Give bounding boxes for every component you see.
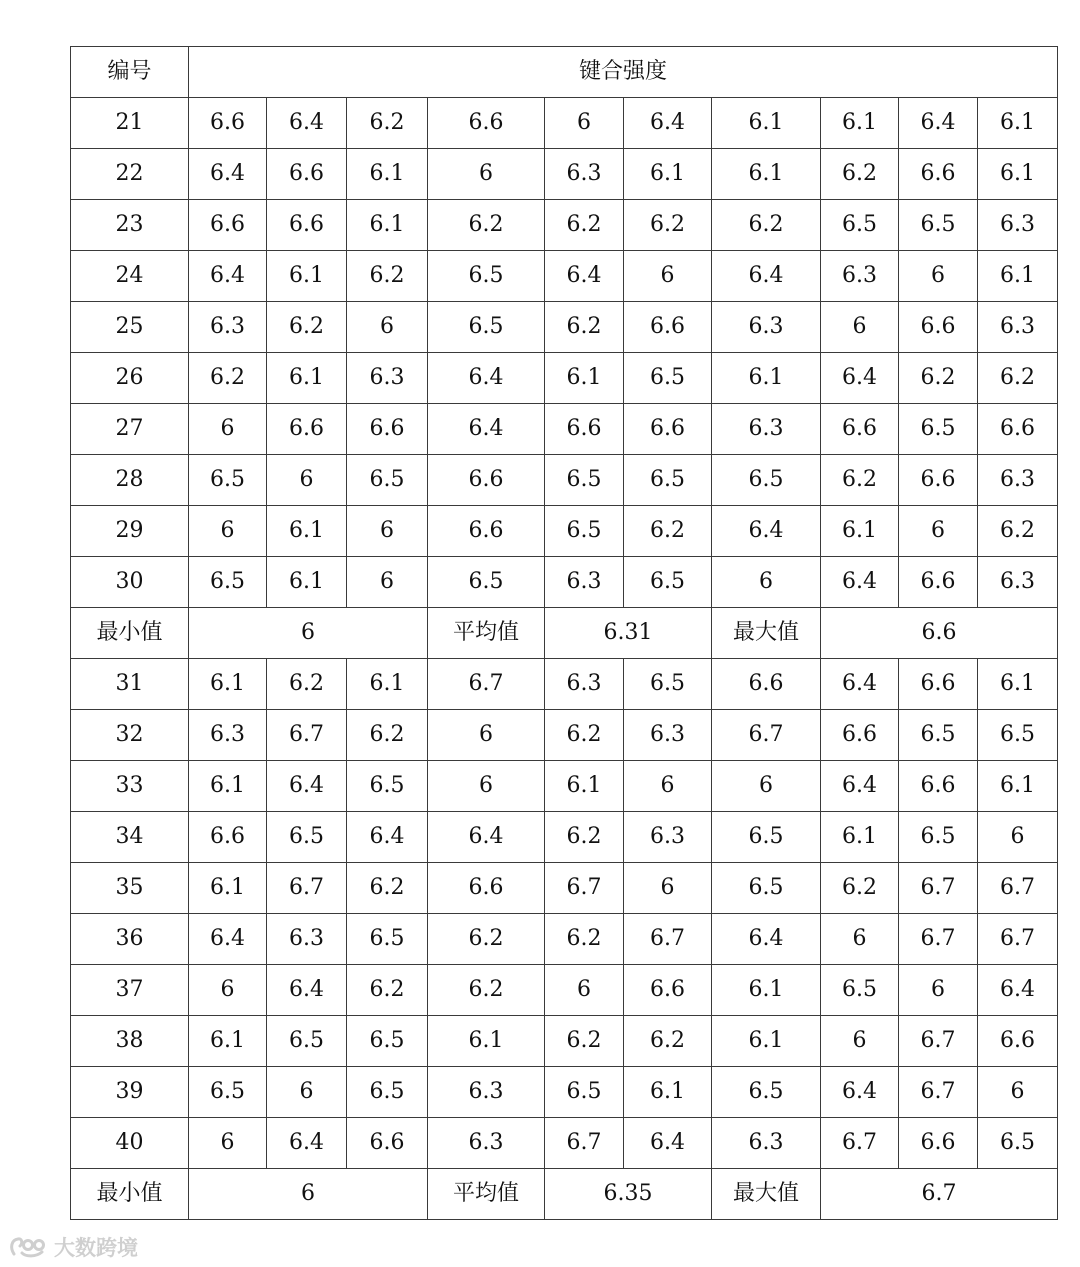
value-cell: 6.7 xyxy=(545,1118,624,1169)
row-id-cell: 37 xyxy=(71,965,189,1016)
value-cell: 6 xyxy=(545,98,624,149)
value-cell: 6.6 xyxy=(899,761,978,812)
max-label: 最大值 xyxy=(712,608,821,659)
value-cell: 6.3 xyxy=(978,302,1058,353)
min-value: 6 xyxy=(189,1169,428,1220)
value-cell: 6.1 xyxy=(978,149,1058,200)
value-cell: 6.7 xyxy=(899,914,978,965)
value-cell: 6.2 xyxy=(267,659,347,710)
value-cell: 6.5 xyxy=(347,455,428,506)
table-row xyxy=(71,1016,1058,1067)
value-cell: 6.3 xyxy=(712,1118,821,1169)
value-cell: 6.1 xyxy=(189,1016,267,1067)
value-cell: 6.6 xyxy=(624,965,712,1016)
value-cell: 6.4 xyxy=(428,353,545,404)
value-cell: 6 xyxy=(899,506,978,557)
value-cell: 6 xyxy=(978,1067,1058,1118)
max-value: 6.7 xyxy=(821,1169,1058,1220)
value-cell: 6 xyxy=(428,149,545,200)
value-cell: 6.1 xyxy=(712,965,821,1016)
value-cell: 6.7 xyxy=(978,914,1058,965)
value-cell: 6.5 xyxy=(545,455,624,506)
value-cell: 6 xyxy=(899,251,978,302)
value-cell: 6 xyxy=(189,506,267,557)
table-row xyxy=(71,1067,1058,1118)
value-cell: 6.2 xyxy=(821,863,899,914)
value-cell: 6.5 xyxy=(821,200,899,251)
table-row xyxy=(71,863,1058,914)
value-cell: 6.1 xyxy=(821,98,899,149)
value-cell: 6.7 xyxy=(545,863,624,914)
value-cell: 6.6 xyxy=(899,302,978,353)
row-id-cell: 27 xyxy=(71,404,189,455)
value-cell: 6.2 xyxy=(347,710,428,761)
table-row xyxy=(71,557,1058,608)
value-cell: 6.5 xyxy=(189,557,267,608)
value-cell: 6.4 xyxy=(712,251,821,302)
value-cell: 6.4 xyxy=(978,965,1058,1016)
row-id-cell: 35 xyxy=(71,863,189,914)
value-cell: 6.3 xyxy=(712,302,821,353)
value-cell: 6.1 xyxy=(978,761,1058,812)
value-cell: 6.3 xyxy=(978,200,1058,251)
value-cell: 6 xyxy=(821,1016,899,1067)
value-cell: 6.1 xyxy=(347,149,428,200)
value-cell: 6.6 xyxy=(428,455,545,506)
value-cell: 6.3 xyxy=(189,302,267,353)
value-cell: 6.3 xyxy=(545,557,624,608)
value-cell: 6 xyxy=(189,1118,267,1169)
value-cell: 6.5 xyxy=(978,1118,1058,1169)
value-cell: 6.6 xyxy=(347,1118,428,1169)
value-cell: 6.6 xyxy=(267,149,347,200)
max-value: 6.6 xyxy=(821,608,1058,659)
value-cell: 6.6 xyxy=(189,812,267,863)
value-cell: 6.4 xyxy=(267,965,347,1016)
value-cell: 6.5 xyxy=(899,200,978,251)
table-row xyxy=(71,812,1058,863)
value-cell: 6.3 xyxy=(347,353,428,404)
row-id-cell: 21 xyxy=(71,98,189,149)
value-cell: 6.2 xyxy=(347,98,428,149)
value-cell: 6.2 xyxy=(267,302,347,353)
bond-strength-header: 键合强度 xyxy=(189,47,1058,98)
value-cell: 6.6 xyxy=(899,455,978,506)
value-cell: 6.1 xyxy=(189,659,267,710)
value-cell: 6.2 xyxy=(624,200,712,251)
average-label: 平均值 xyxy=(428,608,545,659)
value-cell: 6 xyxy=(267,1067,347,1118)
value-cell: 6 xyxy=(712,557,821,608)
value-cell: 6.5 xyxy=(899,404,978,455)
value-cell: 6.3 xyxy=(428,1118,545,1169)
value-cell: 6.1 xyxy=(545,353,624,404)
value-cell: 6.6 xyxy=(624,404,712,455)
value-cell: 6.2 xyxy=(545,302,624,353)
value-cell: 6.6 xyxy=(545,404,624,455)
bond-strength-table xyxy=(70,46,1058,1220)
value-cell: 6.7 xyxy=(267,863,347,914)
row-id-cell: 22 xyxy=(71,149,189,200)
value-cell: 6.3 xyxy=(545,659,624,710)
value-cell: 6.4 xyxy=(821,557,899,608)
value-cell: 6.5 xyxy=(189,455,267,506)
value-cell: 6.1 xyxy=(712,98,821,149)
value-cell: 6.6 xyxy=(899,659,978,710)
watermark-text: 大数跨境 xyxy=(54,1236,138,1260)
value-cell: 6.6 xyxy=(899,149,978,200)
min-label: 最小值 xyxy=(71,1169,189,1220)
value-cell: 6 xyxy=(821,914,899,965)
value-cell: 6.7 xyxy=(428,659,545,710)
value-cell: 6.2 xyxy=(545,710,624,761)
value-cell: 6 xyxy=(267,455,347,506)
row-id-cell: 39 xyxy=(71,1067,189,1118)
value-cell: 6.5 xyxy=(978,710,1058,761)
value-cell: 6.7 xyxy=(978,863,1058,914)
value-cell: 6.6 xyxy=(428,98,545,149)
value-cell: 6.4 xyxy=(821,659,899,710)
value-cell: 6.6 xyxy=(978,404,1058,455)
value-cell: 6.7 xyxy=(624,914,712,965)
value-cell: 6.2 xyxy=(347,863,428,914)
value-cell: 6.5 xyxy=(267,812,347,863)
value-cell: 6.2 xyxy=(978,353,1058,404)
average-value: 6.31 xyxy=(545,608,712,659)
value-cell: 6.2 xyxy=(347,251,428,302)
value-cell: 6 xyxy=(545,965,624,1016)
value-cell: 6.1 xyxy=(189,761,267,812)
value-cell: 6 xyxy=(428,710,545,761)
value-cell: 6.3 xyxy=(712,404,821,455)
value-cell: 6.7 xyxy=(899,1067,978,1118)
table-row xyxy=(71,710,1058,761)
value-cell: 6.5 xyxy=(899,710,978,761)
max-label: 最大值 xyxy=(712,1169,821,1220)
row-id-cell: 25 xyxy=(71,302,189,353)
value-cell: 6 xyxy=(347,557,428,608)
value-cell: 6.4 xyxy=(189,149,267,200)
value-cell: 6.4 xyxy=(712,506,821,557)
value-cell: 6.2 xyxy=(545,200,624,251)
value-cell: 6.4 xyxy=(821,353,899,404)
value-cell: 6.5 xyxy=(347,914,428,965)
value-cell: 6.1 xyxy=(978,659,1058,710)
id-header: 编号 xyxy=(71,47,189,98)
value-cell: 6.1 xyxy=(624,1067,712,1118)
value-cell: 6.1 xyxy=(267,353,347,404)
value-cell: 6.1 xyxy=(267,557,347,608)
value-cell: 6.6 xyxy=(821,710,899,761)
table-row xyxy=(71,659,1058,710)
value-cell: 6.5 xyxy=(624,353,712,404)
value-cell: 6.2 xyxy=(624,1016,712,1067)
average-value: 6.35 xyxy=(545,1169,712,1220)
value-cell: 6.4 xyxy=(821,761,899,812)
value-cell: 6.5 xyxy=(545,1067,624,1118)
value-cell: 6.5 xyxy=(428,557,545,608)
value-cell: 6.5 xyxy=(624,659,712,710)
value-cell: 6.3 xyxy=(189,710,267,761)
value-cell: 6.2 xyxy=(821,149,899,200)
value-cell: 6 xyxy=(189,404,267,455)
table-row xyxy=(71,302,1058,353)
value-cell: 6.3 xyxy=(545,149,624,200)
value-cell: 6.6 xyxy=(712,659,821,710)
value-cell: 6.6 xyxy=(428,863,545,914)
value-cell: 6.4 xyxy=(545,251,624,302)
value-cell: 6.2 xyxy=(347,965,428,1016)
table-row xyxy=(71,914,1058,965)
value-cell: 6.1 xyxy=(189,863,267,914)
value-cell: 6.4 xyxy=(267,761,347,812)
value-cell: 6.1 xyxy=(712,353,821,404)
value-cell: 6.4 xyxy=(347,812,428,863)
value-cell: 6.1 xyxy=(545,761,624,812)
summary-row xyxy=(71,608,1058,659)
table-row xyxy=(71,98,1058,149)
row-id-cell: 31 xyxy=(71,659,189,710)
row-id-cell: 28 xyxy=(71,455,189,506)
value-cell: 6.3 xyxy=(978,557,1058,608)
row-id-cell: 34 xyxy=(71,812,189,863)
value-cell: 6.4 xyxy=(821,1067,899,1118)
table-row xyxy=(71,251,1058,302)
value-cell: 6.2 xyxy=(821,455,899,506)
value-cell: 6 xyxy=(821,302,899,353)
row-id-cell: 23 xyxy=(71,200,189,251)
value-cell: 6.4 xyxy=(899,98,978,149)
row-id-cell: 36 xyxy=(71,914,189,965)
value-cell: 6.6 xyxy=(189,200,267,251)
value-cell: 6.1 xyxy=(821,506,899,557)
table-row xyxy=(71,149,1058,200)
value-cell: 6.4 xyxy=(267,1118,347,1169)
value-cell: 6.1 xyxy=(267,251,347,302)
row-id-cell: 33 xyxy=(71,761,189,812)
value-cell: 6.1 xyxy=(978,251,1058,302)
value-cell: 6.1 xyxy=(267,506,347,557)
table-row xyxy=(71,353,1058,404)
value-cell: 6.2 xyxy=(428,200,545,251)
value-cell: 6.6 xyxy=(267,200,347,251)
value-cell: 6 xyxy=(899,965,978,1016)
value-cell: 6.5 xyxy=(189,1067,267,1118)
value-cell: 6 xyxy=(624,251,712,302)
value-cell: 6.3 xyxy=(624,812,712,863)
value-cell: 6.4 xyxy=(428,812,545,863)
table-row xyxy=(71,761,1058,812)
table-row xyxy=(71,200,1058,251)
value-cell: 6.6 xyxy=(189,98,267,149)
row-id-cell: 40 xyxy=(71,1118,189,1169)
value-cell: 6.4 xyxy=(189,914,267,965)
value-cell: 6 xyxy=(978,812,1058,863)
value-cell: 6.7 xyxy=(899,863,978,914)
value-cell: 6.2 xyxy=(428,965,545,1016)
value-cell: 6.5 xyxy=(899,812,978,863)
row-id-cell: 24 xyxy=(71,251,189,302)
value-cell: 6 xyxy=(428,761,545,812)
value-cell: 6.5 xyxy=(624,455,712,506)
watermark xyxy=(8,1232,138,1262)
table-row xyxy=(71,455,1058,506)
value-cell: 6.4 xyxy=(189,251,267,302)
value-cell: 6.5 xyxy=(428,302,545,353)
value-cell: 6.6 xyxy=(821,404,899,455)
value-cell: 6.2 xyxy=(428,914,545,965)
value-cell: 6.1 xyxy=(712,1016,821,1067)
value-cell: 6.5 xyxy=(347,1016,428,1067)
value-cell: 6.4 xyxy=(712,914,821,965)
value-cell: 6.7 xyxy=(267,710,347,761)
value-cell: 6.2 xyxy=(624,506,712,557)
value-cell: 6.6 xyxy=(899,1118,978,1169)
value-cell: 6.3 xyxy=(428,1067,545,1118)
value-cell: 6.2 xyxy=(712,200,821,251)
value-cell: 6.4 xyxy=(624,98,712,149)
min-value: 6 xyxy=(189,608,428,659)
row-id-cell: 26 xyxy=(71,353,189,404)
header-row xyxy=(71,47,1058,98)
value-cell: 6.6 xyxy=(347,404,428,455)
value-cell: 6.5 xyxy=(428,251,545,302)
value-cell: 6.5 xyxy=(712,1067,821,1118)
value-cell: 6.1 xyxy=(978,98,1058,149)
value-cell: 6.3 xyxy=(624,710,712,761)
value-cell: 6.6 xyxy=(978,1016,1058,1067)
value-cell: 6.1 xyxy=(712,149,821,200)
value-cell: 6.4 xyxy=(624,1118,712,1169)
logo-icon xyxy=(8,1234,48,1260)
table-row xyxy=(71,965,1058,1016)
table-row xyxy=(71,404,1058,455)
value-cell: 6.5 xyxy=(545,506,624,557)
value-cell: 6.5 xyxy=(347,1067,428,1118)
min-label: 最小值 xyxy=(71,608,189,659)
value-cell: 6 xyxy=(189,965,267,1016)
value-cell: 6 xyxy=(624,761,712,812)
value-cell: 6.5 xyxy=(821,965,899,1016)
value-cell: 6.2 xyxy=(545,914,624,965)
row-id-cell: 29 xyxy=(71,506,189,557)
value-cell: 6.7 xyxy=(821,1118,899,1169)
value-cell: 6 xyxy=(347,506,428,557)
value-cell: 6.4 xyxy=(428,404,545,455)
value-cell: 6.5 xyxy=(712,863,821,914)
value-cell: 6.5 xyxy=(624,557,712,608)
row-id-cell: 30 xyxy=(71,557,189,608)
value-cell: 6 xyxy=(347,302,428,353)
value-cell: 6.3 xyxy=(267,914,347,965)
summary-row xyxy=(71,1169,1058,1220)
value-cell: 6.2 xyxy=(899,353,978,404)
value-cell: 6.1 xyxy=(821,812,899,863)
value-cell: 6.7 xyxy=(899,1016,978,1067)
value-cell: 6.6 xyxy=(624,302,712,353)
value-cell: 6.1 xyxy=(624,149,712,200)
value-cell: 6.5 xyxy=(712,455,821,506)
table-row xyxy=(71,506,1058,557)
value-cell: 6.6 xyxy=(267,404,347,455)
value-cell: 6.1 xyxy=(347,200,428,251)
value-cell: 6.6 xyxy=(899,557,978,608)
value-cell: 6.2 xyxy=(545,1016,624,1067)
value-cell: 6.2 xyxy=(545,812,624,863)
average-label: 平均值 xyxy=(428,1169,545,1220)
value-cell: 6.5 xyxy=(267,1016,347,1067)
table-row xyxy=(71,1118,1058,1169)
row-id-cell: 38 xyxy=(71,1016,189,1067)
value-cell: 6.2 xyxy=(189,353,267,404)
value-cell: 6.3 xyxy=(821,251,899,302)
value-cell: 6.2 xyxy=(978,506,1058,557)
value-cell: 6.4 xyxy=(267,98,347,149)
row-id-cell: 32 xyxy=(71,710,189,761)
value-cell: 6.1 xyxy=(347,659,428,710)
value-cell: 6 xyxy=(624,863,712,914)
data-table-container xyxy=(70,46,1057,1220)
value-cell: 6.1 xyxy=(428,1016,545,1067)
value-cell: 6 xyxy=(712,761,821,812)
value-cell: 6.3 xyxy=(978,455,1058,506)
value-cell: 6.5 xyxy=(347,761,428,812)
value-cell: 6.7 xyxy=(712,710,821,761)
value-cell: 6.6 xyxy=(428,506,545,557)
value-cell: 6.5 xyxy=(712,812,821,863)
